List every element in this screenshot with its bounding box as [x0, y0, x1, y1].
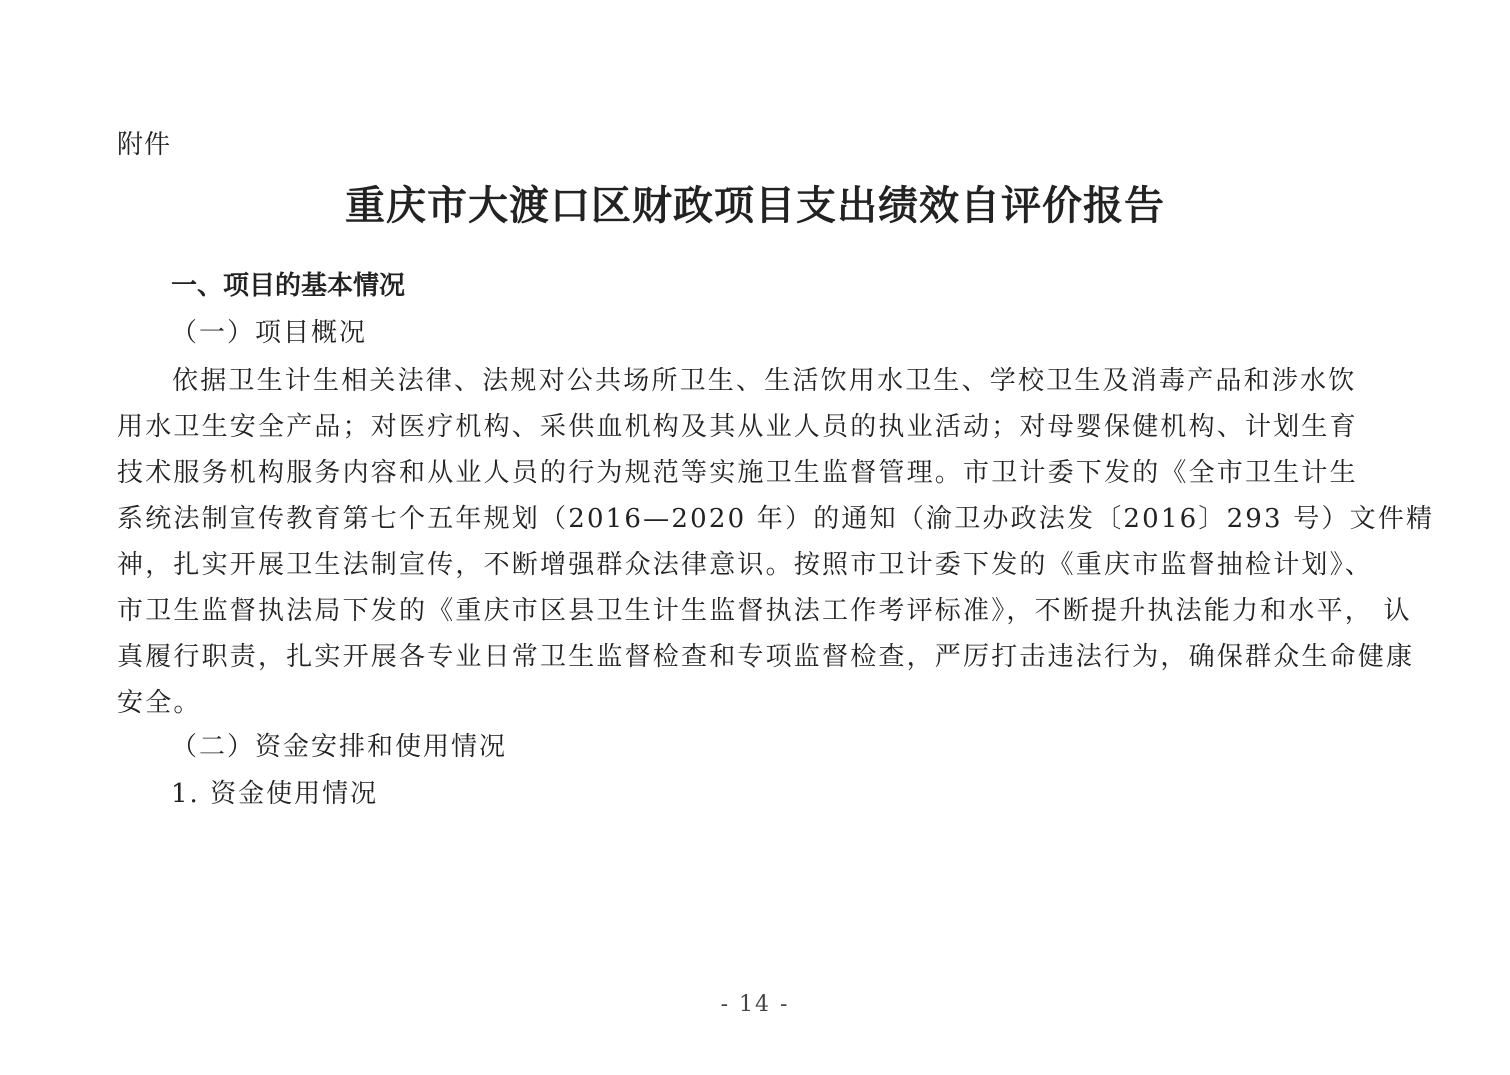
subsection-heading-overview: （一）项目概况 — [171, 318, 368, 348]
overview-paragraph — [117, 362, 1435, 730]
paragraph-line: 市卫生监督执法局下发的《重庆市区县卫生计生监督执法工作考评标准》，不断提升执法能力和水平， 认 — [117, 596, 1412, 626]
attachment-label: 附件 — [117, 130, 172, 160]
paragraph-line: 安全。 — [117, 688, 202, 718]
paragraph-line: 真履行职责，扎实开展各专业日常卫生监督检查和专项监督检查，严厉打击违法行为，确保群众生命健康 — [117, 642, 1415, 672]
paragraph-line: 依据卫生计生相关法律、法规对公共场所卫生、生活饮用水卫生、学校卫生及消毒产品和涉水饮 — [172, 366, 1357, 396]
item-heading-fund-usage: 1. 资金使用情况 — [171, 779, 379, 809]
section-heading-basic-info: 一、项目的基本情况 — [171, 271, 406, 301]
subsection-heading-funding: （二）资金安排和使用情况 — [171, 732, 508, 762]
paragraph-line: 用水卫生安全产品；对医疗机构、采供血机构及其从业人员的执业活动；对母婴保健机构、计划生育 — [117, 412, 1358, 442]
paragraph-line: 技术服务机构服务内容和从业人员的行为规范等实施卫生监督管理。市卫计委下发的《全市卫生计生 — [117, 458, 1358, 488]
document-title: 重庆市大渡口区财政项目支出绩效自评价报告 — [345, 182, 1165, 229]
paragraph-line: 系统法制宣传教育第七个五年规划（2016—2020 年）的通知（渝卫办政法发〔2016〕293 号）文件精 — [117, 504, 1435, 534]
paragraph-line: 神，扎实开展卫生法制宣传，不断增强群众法律意识。按照市卫计委下发的《重庆市监督抽检计划》、 — [117, 550, 1374, 580]
page-number: - 14 - — [720, 992, 790, 1017]
